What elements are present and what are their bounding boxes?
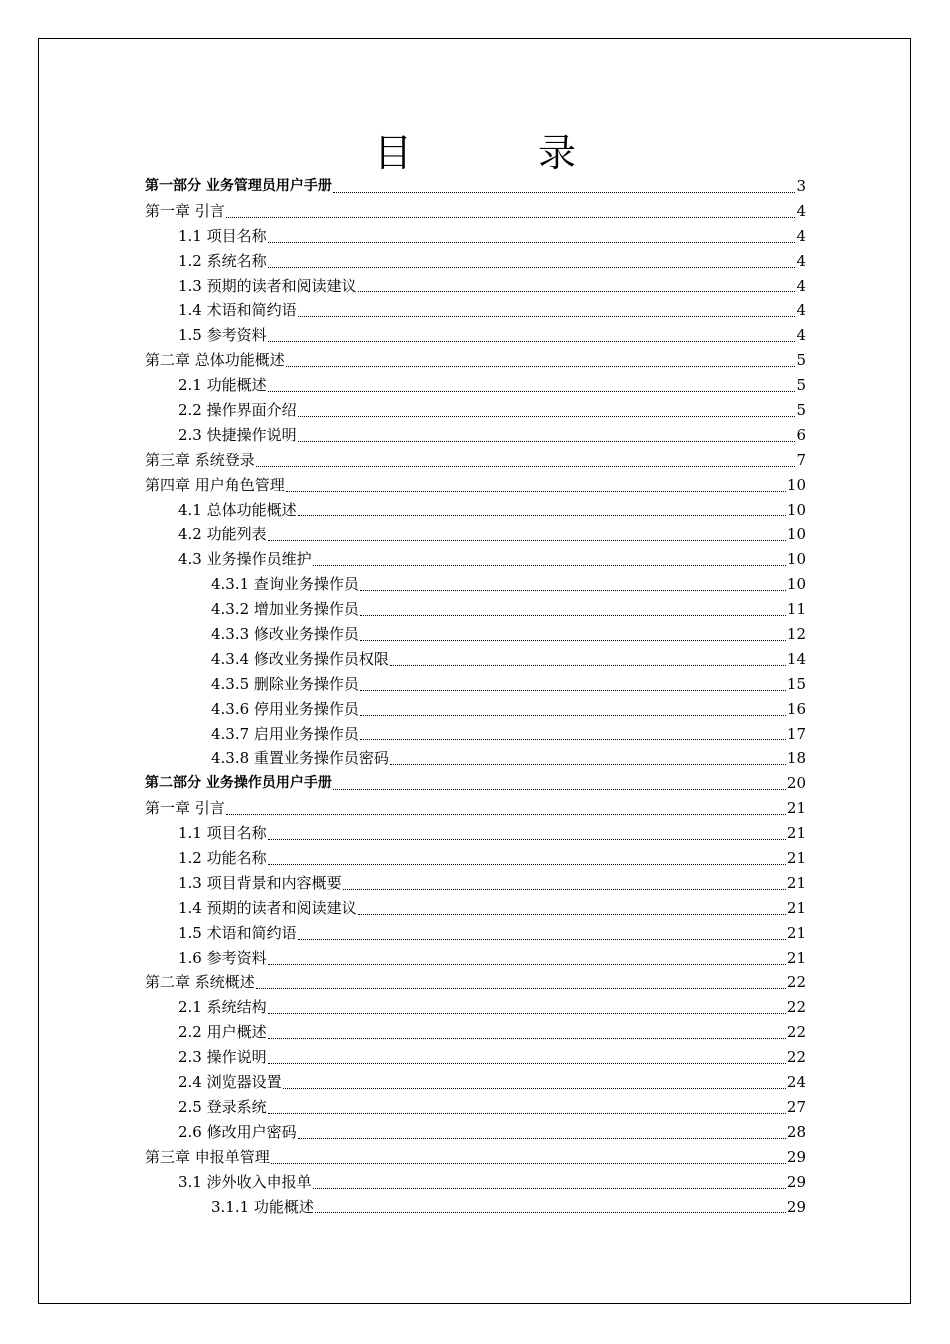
toc-entry-label: 3.1.1 功能概述 — [211, 1197, 314, 1216]
toc-entry[interactable] — [145, 622, 806, 647]
toc-dot-leader — [359, 622, 787, 647]
toc-dot-leader — [312, 547, 787, 572]
toc-entry-label: 4.3.7 启用业务操作员 — [211, 724, 359, 743]
toc-entry-label: 4.3.1 查询业务操作员 — [211, 575, 359, 594]
toc-entry-page-number: 21 — [786, 923, 806, 942]
toc-entry-label: 2.2 操作界面介绍 — [178, 401, 297, 419]
toc-dot-leader — [297, 423, 797, 448]
toc-entry-label: 2.6 修改用户密码 — [178, 1122, 297, 1141]
toc-entry-label: 4.3.3 修改业务操作员 — [211, 625, 359, 644]
toc-entry[interactable] — [145, 547, 806, 572]
toc-dot-leader — [357, 896, 787, 921]
toc-dot-leader — [389, 647, 787, 672]
toc-entry-page-number: 12 — [786, 625, 806, 644]
toc-entry-page-number: 29 — [786, 1172, 806, 1191]
toc-entry[interactable] — [145, 348, 806, 373]
toc-entry-page-number: 4 — [796, 326, 806, 345]
toc-entry-label: 2.3 操作说明 — [178, 1048, 267, 1067]
toc-entry-page-number: 4 — [796, 201, 806, 220]
toc-entry-page-number: 27 — [786, 1097, 806, 1116]
toc-entry-page-number: 6 — [796, 425, 806, 444]
toc-entry-label: 第二章 总体功能概述 — [145, 351, 285, 370]
toc-entry[interactable] — [145, 647, 806, 672]
toc-dot-leader — [297, 498, 787, 523]
toc-entry-page-number: 21 — [786, 948, 806, 967]
toc-entry-label: 1.2 功能名称 — [178, 849, 267, 868]
toc-entry-label: 第三章 系统登录 — [145, 450, 255, 469]
toc-dot-leader — [282, 1070, 787, 1095]
toc-entry-label: 4.3.4 修改业务操作员权限 — [211, 649, 389, 668]
toc-entry-label: 2.5 登录系统 — [178, 1097, 267, 1116]
toc-entry[interactable] — [145, 697, 806, 722]
toc-entry[interactable] — [145, 1195, 806, 1220]
toc-entry[interactable] — [145, 871, 806, 896]
toc-entry-page-number: 10 — [786, 575, 806, 594]
toc-dot-leader — [342, 871, 787, 896]
toc-dot-leader — [267, 995, 787, 1020]
toc-entry-page-number: 29 — [786, 1147, 806, 1166]
toc-entry-page-number: 5 — [796, 351, 806, 370]
toc-dot-leader — [267, 522, 787, 547]
toc-entry[interactable] — [145, 199, 806, 224]
toc-entry[interactable] — [145, 1095, 806, 1120]
toc-entry[interactable] — [145, 1120, 806, 1145]
toc-entry-page-number: 21 — [786, 849, 806, 868]
toc-entry-page-number: 15 — [786, 674, 806, 693]
toc-entry-label: 1.5 术语和简约语 — [178, 923, 297, 942]
toc-entry[interactable] — [145, 796, 806, 821]
toc-entry-page-number: 21 — [786, 799, 806, 818]
toc-entry[interactable] — [145, 672, 806, 697]
toc-entry[interactable] — [145, 722, 806, 747]
toc-entry[interactable] — [145, 1020, 806, 1045]
toc-entry[interactable] — [145, 448, 806, 473]
toc-entry-page-number: 10 — [786, 550, 806, 569]
toc-entry-label: 第四章 用户角色管理 — [145, 475, 285, 494]
toc-entry-page-number: 21 — [786, 873, 806, 892]
toc-entry[interactable] — [145, 896, 806, 921]
toc-dot-leader — [357, 274, 797, 299]
toc-entry-page-number: 3 — [796, 176, 806, 195]
toc-entry-page-number: 24 — [786, 1073, 806, 1092]
toc-entry[interactable] — [145, 398, 806, 423]
toc-entry[interactable] — [145, 249, 806, 274]
toc-entry-label: 4.3.2 增加业务操作员 — [211, 600, 359, 619]
toc-entry-label: 1.6 参考资料 — [178, 948, 267, 967]
toc-entry-label: 第二部分 业务操作员用户手册 — [145, 775, 332, 792]
toc-entry-label: 4.3 业务操作员维护 — [178, 550, 312, 569]
toc-dot-leader — [285, 473, 787, 498]
toc-entry-page-number: 4 — [796, 226, 806, 245]
toc-entry[interactable] — [145, 522, 806, 547]
toc-entry-label: 1.1 项目名称 — [178, 824, 267, 843]
toc-entry-page-number: 10 — [786, 525, 806, 544]
toc-entry-label: 1.3 预期的读者和阅读建议 — [178, 276, 357, 295]
toc-entry[interactable] — [145, 971, 806, 996]
toc-entry-label: 4.2 功能列表 — [178, 525, 267, 544]
toc-entry-label: 第一部分 业务管理员用户手册 — [145, 177, 332, 194]
toc-entry-page-number: 20 — [786, 774, 806, 793]
toc-dot-leader — [267, 821, 787, 846]
toc-dot-leader — [359, 697, 787, 722]
toc-dot-leader — [267, 846, 787, 871]
toc-dot-leader — [267, 373, 797, 398]
toc-entry-label: 第三章 申报单管理 — [145, 1147, 270, 1166]
toc-entry-page-number: 5 — [796, 401, 806, 419]
toc-entry-label: 4.3.5 删除业务操作员 — [211, 674, 359, 693]
toc-entry[interactable] — [145, 224, 806, 249]
toc-dot-leader — [359, 722, 787, 747]
toc-title: 目 录 — [373, 131, 620, 175]
toc-entry-page-number: 22 — [786, 1023, 806, 1042]
toc-dot-leader — [297, 1120, 787, 1145]
toc-dot-leader — [255, 448, 797, 473]
toc-dot-leader — [297, 921, 787, 946]
toc-entry-page-number: 21 — [786, 898, 806, 917]
toc-dot-leader — [297, 398, 797, 423]
toc-entry-page-number: 21 — [786, 824, 806, 843]
toc-dot-leader — [255, 971, 787, 996]
toc-entry-page-number: 11 — [786, 600, 806, 619]
toc-list — [145, 174, 806, 1219]
toc-entry-label: 4.3.8 重置业务操作员密码 — [211, 749, 389, 768]
toc-entry[interactable] — [145, 921, 806, 946]
toc-dot-leader — [389, 746, 787, 771]
toc-entry-page-number: 10 — [786, 475, 806, 494]
toc-dot-leader — [297, 298, 797, 323]
toc-entry-page-number: 17 — [786, 724, 806, 743]
toc-entry-page-number: 5 — [796, 376, 806, 395]
toc-entry-page-number: 14 — [786, 649, 806, 668]
toc-entry-label: 1.4 预期的读者和阅读建议 — [178, 898, 357, 917]
toc-entry-page-number: 18 — [786, 749, 806, 768]
toc-entry-label: 2.1 系统结构 — [178, 998, 267, 1017]
toc-entry-page-number: 4 — [796, 301, 806, 320]
toc-entry-page-number: 16 — [786, 699, 806, 718]
toc-dot-leader — [225, 199, 797, 224]
toc-entry-label: 2.4 浏览器设置 — [178, 1073, 282, 1092]
toc-dot-leader — [267, 323, 797, 348]
toc-entry[interactable] — [145, 1170, 806, 1195]
toc-entry[interactable] — [145, 946, 806, 971]
toc-entry-label: 2.2 用户概述 — [178, 1023, 267, 1042]
toc-dot-leader — [270, 1145, 787, 1170]
toc-entry[interactable] — [145, 597, 806, 622]
toc-dot-leader — [359, 672, 787, 697]
toc-entry[interactable] — [145, 373, 806, 398]
toc-entry[interactable] — [145, 323, 806, 348]
toc-entry[interactable] — [145, 298, 806, 323]
toc-entry-page-number: 22 — [786, 973, 806, 992]
toc-entry-label: 第二章 系统概述 — [145, 973, 255, 992]
toc-entry[interactable] — [145, 746, 806, 771]
toc-dot-leader — [285, 348, 797, 373]
toc-entry-page-number: 22 — [786, 1048, 806, 1067]
toc-entry-label: 第一章 引言 — [145, 201, 225, 220]
toc-entry-label: 2.3 快捷操作说明 — [178, 425, 297, 444]
toc-entry-label: 1.1 项目名称 — [178, 226, 267, 245]
toc-entry-label: 4.3.6 停用业务操作员 — [211, 699, 359, 718]
toc-entry[interactable] — [145, 473, 806, 498]
toc-entry-label: 1.4 术语和简约语 — [178, 301, 297, 320]
toc-dot-leader — [359, 572, 787, 597]
toc-entry[interactable] — [145, 821, 806, 846]
toc-dot-leader — [267, 1045, 787, 1070]
toc-entry-label: 第一章 引言 — [145, 799, 225, 818]
toc-dot-leader — [312, 1170, 787, 1195]
toc-entry[interactable] — [145, 174, 806, 199]
toc-entry-page-number: 28 — [786, 1122, 806, 1141]
toc-dot-leader — [332, 771, 787, 796]
toc-entry[interactable] — [145, 572, 806, 597]
toc-dot-leader — [332, 174, 797, 199]
toc-entry-label: 3.1 涉外收入申报单 — [178, 1172, 312, 1191]
toc-entry-page-number: 29 — [786, 1197, 806, 1216]
toc-entry-page-number: 10 — [786, 500, 806, 519]
toc-entry-page-number: 4 — [796, 276, 806, 295]
toc-entry[interactable] — [145, 1045, 806, 1070]
toc-entry[interactable] — [145, 846, 806, 871]
toc-entry[interactable] — [145, 771, 806, 796]
toc-entry-page-number: 7 — [796, 450, 806, 469]
toc-entry-label: 2.1 功能概述 — [178, 376, 267, 395]
toc-dot-leader — [267, 946, 787, 971]
toc-entry-label: 4.1 总体功能概述 — [178, 500, 297, 519]
toc-entry[interactable] — [145, 1145, 806, 1170]
toc-entry[interactable] — [145, 423, 806, 448]
toc-entry[interactable] — [145, 498, 806, 523]
toc-dot-leader — [225, 796, 787, 821]
toc-dot-leader — [267, 1020, 787, 1045]
toc-dot-leader — [267, 224, 797, 249]
toc-dot-leader — [267, 249, 797, 274]
toc-entry[interactable] — [145, 274, 806, 299]
toc-dot-leader — [314, 1195, 787, 1220]
toc-entry-label: 1.3 项目背景和内容概要 — [178, 873, 342, 892]
toc-entry-page-number: 4 — [796, 251, 806, 270]
toc-entry-page-number: 22 — [786, 998, 806, 1017]
toc-entry[interactable] — [145, 995, 806, 1020]
toc-dot-leader — [359, 597, 787, 622]
toc-entry-label: 1.2 系统名称 — [178, 251, 267, 270]
toc-entry-label: 1.5 参考资料 — [178, 326, 267, 345]
toc-dot-leader — [267, 1095, 787, 1120]
toc-entry[interactable] — [145, 1070, 806, 1095]
